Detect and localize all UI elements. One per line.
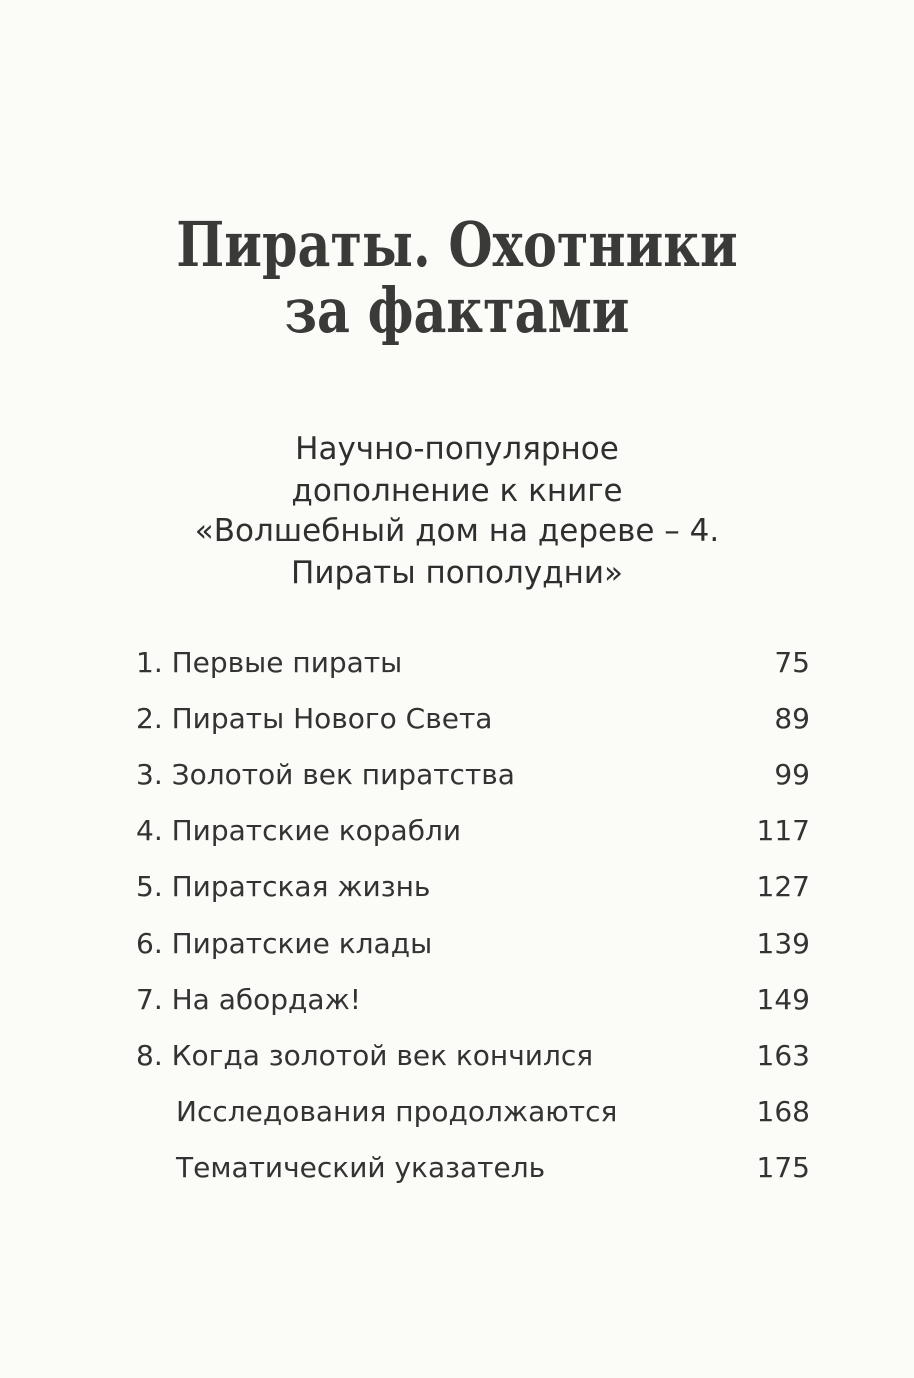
toc-entry	[136, 1092, 810, 1132]
page-title-line-1: Пираты. Охотники	[176, 208, 738, 281]
toc-entry	[136, 1036, 810, 1076]
toc-entry-page: 175	[756, 1151, 810, 1184]
toc-entry-title: 7. На абордаж!	[136, 983, 362, 1016]
toc-entry-title: 1. Первые пираты	[136, 646, 403, 679]
toc-entry-page: 75	[774, 646, 810, 679]
toc-entry-page: 127	[756, 870, 810, 903]
toc-entry	[136, 699, 810, 739]
toc-entry-page: 163	[756, 1039, 810, 1072]
toc-entry-title: 2. Пираты Нового Света	[136, 702, 493, 735]
toc-entry	[136, 643, 810, 683]
toc-entry-page: 117	[756, 814, 810, 847]
toc-entry	[136, 980, 810, 1020]
toc-entry-page: 89	[774, 702, 810, 735]
toc-entry-page: 139	[756, 927, 810, 960]
toc-entry	[136, 811, 810, 851]
toc-entry-title: 4. Пиратские корабли	[136, 814, 462, 847]
toc-entry	[136, 1148, 810, 1188]
subtitle-line-4: Пираты пополудни»	[291, 555, 623, 591]
toc-entry-page: 149	[756, 983, 810, 1016]
toc-entry-title: 5. Пиратская жизнь	[136, 870, 431, 903]
toc-entry-title: 6. Пиратские клады	[136, 927, 433, 960]
toc-entry	[136, 924, 810, 964]
subtitle-line-1: Научно-популярное	[295, 431, 619, 467]
toc-entry-title: Исследования продолжаются	[176, 1095, 618, 1128]
page-title-line-2: за фактами	[284, 274, 630, 347]
toc-entry	[136, 867, 810, 907]
subtitle-line-2: дополнение к книге	[291, 473, 623, 509]
toc-entry-title: 8. Когда золотой век кончился	[136, 1039, 594, 1072]
toc-entry-page: 168	[756, 1095, 810, 1128]
toc-entry	[136, 755, 810, 795]
toc-entry-title: Тематический указатель	[176, 1151, 546, 1184]
subtitle-line-3: «Волшебный дом на дереве – 4.	[194, 513, 720, 549]
toc-entry-page: 99	[774, 758, 810, 791]
toc-entry-title: 3. Золотой век пиратства	[136, 758, 515, 791]
